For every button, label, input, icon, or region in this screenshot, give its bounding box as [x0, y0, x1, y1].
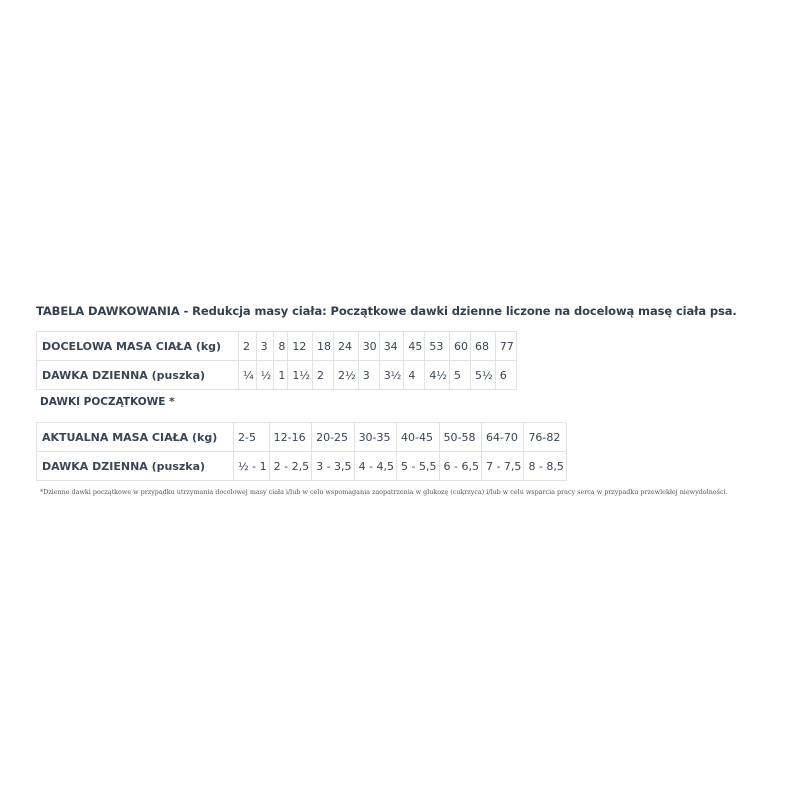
table-cell: ¼ — [239, 361, 257, 390]
row-label: AKTUALNA MASA CIAŁA (kg) — [37, 423, 234, 452]
footnote: *Dzienne dawki początkowe w przypadku utrzymania docelowej masy ciała i/lub w celu wspomagania zaopatrzenia w glukozę (cukrzyca) i/lub w celu wsparcia pracy serca w przypadku przewlekłej niewydolności. — [40, 488, 728, 496]
table-cell: 34 — [379, 332, 404, 361]
table-cell: 8 — [274, 332, 288, 361]
table-cell: 45 — [404, 332, 425, 361]
table-cell: 7 - 7,5 — [481, 452, 523, 481]
table-cell: 24 — [334, 332, 359, 361]
row-label: DAWKA DZIENNA (puszka) — [37, 452, 234, 481]
table-cell: 2 - 2,5 — [269, 452, 311, 481]
page-title: TABELA DAWKOWANIA - Redukcja masy ciała: Początkowe dawki dzienne liczone na docelową masę ciała psa. — [36, 304, 737, 318]
table-cell: 76-82 — [524, 423, 566, 452]
table-cell: 4½ — [425, 361, 450, 390]
table-cell: 3 - 3,5 — [312, 452, 354, 481]
table-cell: 6 — [495, 361, 516, 390]
table-cell: 12 — [288, 332, 313, 361]
table-cell: 2 — [313, 361, 334, 390]
table-cell: 4 — [404, 361, 425, 390]
table-cell: 77 — [495, 332, 516, 361]
table-cell: 40-45 — [397, 423, 439, 452]
row-label: DAWKA DZIENNA (puszka) — [37, 361, 239, 390]
table-row — [37, 452, 567, 481]
table-cell: 6 - 6,5 — [439, 452, 481, 481]
table-cell: 53 — [425, 332, 450, 361]
table-cell: 2 — [239, 332, 257, 361]
table-cell: 2-5 — [234, 423, 270, 452]
table-cell: 20-25 — [312, 423, 354, 452]
table-cell: ½ — [256, 361, 274, 390]
target-weight-dosage-table — [36, 331, 517, 390]
table-cell: 5 — [450, 361, 471, 390]
table-cell: 3½ — [379, 361, 404, 390]
table-cell: 12-16 — [269, 423, 311, 452]
current-weight-dosage-table — [36, 422, 567, 481]
table-cell: 5 - 5,5 — [397, 452, 439, 481]
table-cell: 1 — [274, 361, 288, 390]
table-cell: 50-58 — [439, 423, 481, 452]
section-title: DAWKI POCZĄTKOWE * — [40, 396, 175, 408]
table-cell: 1½ — [288, 361, 313, 390]
table-cell: 30-35 — [354, 423, 396, 452]
table-row — [37, 361, 517, 390]
table-cell: 2½ — [334, 361, 359, 390]
table-cell: 68 — [471, 332, 496, 361]
table-cell: 60 — [450, 332, 471, 361]
table-cell: 3 — [358, 361, 379, 390]
table-cell: 18 — [313, 332, 334, 361]
table-cell: 8 - 8,5 — [524, 452, 566, 481]
table-row — [37, 423, 567, 452]
table-cell: 5½ — [471, 361, 496, 390]
table-cell: 4 - 4,5 — [354, 452, 396, 481]
table-cell: 64-70 — [481, 423, 523, 452]
table-cell: 3 — [256, 332, 274, 361]
table-cell: 30 — [358, 332, 379, 361]
row-label: DOCELOWA MASA CIAŁA (kg) — [37, 332, 239, 361]
table-row — [37, 332, 517, 361]
table-cell: ½ - 1 — [234, 452, 270, 481]
